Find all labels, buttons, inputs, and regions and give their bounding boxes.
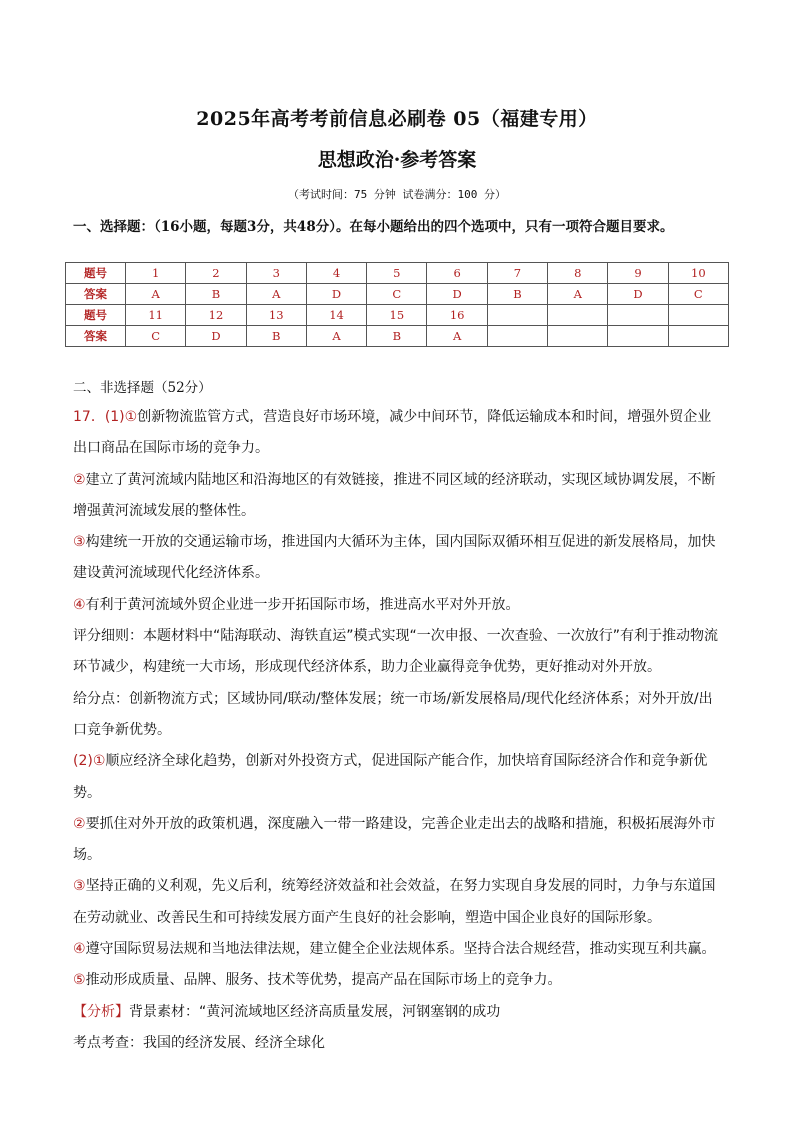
q17-part1 — [73, 402, 725, 621]
table-cell: D — [608, 284, 668, 305]
scoring-detail: 评分细则：本题材料中“陆海联动、海铁直运”模式实现“一次申报、一次查验、一次放行”有利于推动物流环节减少，构建统一大市场，形成现代经济体系，助力企业赢得竞争优势，更好推动对外开放。 — [73, 628, 719, 676]
answer-point — [73, 465, 725, 528]
table-cell: D — [306, 284, 366, 305]
table-cell: B — [487, 284, 547, 305]
table-cell: 5 — [367, 263, 427, 284]
answer-point — [73, 934, 725, 965]
table-cell: 6 — [427, 263, 487, 284]
answer-point — [73, 871, 725, 934]
point-text: 顺应经济全球化趋势，创新对外投资方式，促进国际产能合作，加快培育国际经济合作和竞争新优势。 — [73, 753, 708, 801]
table-cell — [668, 326, 728, 347]
answer-point — [73, 809, 725, 872]
answer-point — [73, 965, 725, 996]
answer-body — [73, 402, 725, 1059]
table-cell: 4 — [306, 263, 366, 284]
table-cell: B — [246, 326, 306, 347]
table-cell: 13 — [246, 305, 306, 326]
table-cell: D — [427, 284, 487, 305]
section2-heading: 二、非选择题（52分） — [73, 380, 212, 396]
point-text: 建立了黄河流域内陆地区和沿海地区的有效链接，推进不同区域的经济联动，实现区域协调发展，不断增强黄河流域发展的整体性。 — [73, 471, 716, 519]
table-cell: A — [246, 284, 306, 305]
table-cell: 1 — [126, 263, 186, 284]
table-cell — [608, 305, 668, 326]
table-cell: 12 — [186, 305, 246, 326]
row-label: 题号 — [66, 305, 126, 326]
table-cell — [548, 326, 608, 347]
analysis-text: 背景素材：“黄河流域地区经济高质量发展，河钢塞钢的成功 — [129, 1003, 501, 1020]
table-cell — [548, 305, 608, 326]
analysis — [73, 997, 725, 1028]
table-cell: A — [306, 326, 366, 347]
answer-point — [73, 746, 725, 809]
table-cell — [487, 326, 547, 347]
point-marker: 17．(1)① — [73, 409, 138, 425]
table-cell: 2 — [186, 263, 246, 284]
table-cell — [608, 326, 668, 347]
table-cell: C — [668, 284, 728, 305]
table-cell: 9 — [608, 263, 668, 284]
scoring-points: 给分点：创新物流方式；区域协同/联动/整体发展；统一市场/新发展格局/现代化经济体系；对外开放/出口竞争新优势。 — [73, 690, 713, 738]
table-cell: 15 — [367, 305, 427, 326]
point-text: 构建统一开放的交通运输市场，推进国内大循环为主体，国内国际双循环相互促进的新发展格局，加快建设黄河流域现代化经济体系。 — [73, 534, 716, 582]
answer-table — [65, 262, 729, 347]
point-text: 坚持正确的义利观，先义后利，统筹经济效益和社会效益，在努力实现自身发展的同时，力争与东道国在劳动就业、改善民生和可持续发展方面产生良好的社会影响，塑造中国企业良好的国际形象。 — [73, 878, 716, 926]
table-row — [66, 305, 729, 326]
point-marker: ④ — [73, 596, 86, 613]
table-cell: A — [126, 284, 186, 305]
table-cell: C — [126, 326, 186, 347]
table-cell — [487, 305, 547, 326]
exam-points: 考点考查：我国的经济发展、经济全球化 — [73, 1034, 325, 1051]
table-cell: 10 — [668, 263, 728, 284]
table-cell: A — [427, 326, 487, 347]
table-cell — [668, 305, 728, 326]
point-marker: ④ — [73, 941, 86, 958]
answer-point — [73, 527, 725, 590]
table-cell: B — [186, 284, 246, 305]
row-label: 题号 — [66, 263, 126, 284]
table-cell: 8 — [548, 263, 608, 284]
table-cell: A — [548, 284, 608, 305]
page-title: 2025年高考考前信息必刷卷 05（福建专用） — [196, 108, 598, 130]
table-row — [66, 263, 729, 284]
table-cell: 16 — [427, 305, 487, 326]
page-subtitle: 思想政治·参考答案 — [317, 149, 477, 171]
answer-point — [73, 590, 725, 621]
table-row — [66, 284, 729, 305]
point-marker: ⑤ — [73, 972, 86, 989]
table-cell: 7 — [487, 263, 547, 284]
point-text: 遵守国际贸易法规和当地法律法规，建立健全企业法规体系。坚持合法合规经营，推动实现互利共赢。 — [85, 941, 716, 958]
point-marker: ② — [73, 815, 86, 832]
table-cell: 3 — [246, 263, 306, 284]
point-text: 创新物流监管方式，营造良好市场环境，减少中间环节，降低运输成本和时间，增强外贸企业出口商品在国际市场的竞争力。 — [73, 409, 712, 457]
exam-info: （考试时间：75 分钟 试卷满分：100 分） — [288, 188, 506, 201]
table-cell: D — [186, 326, 246, 347]
table-cell: B — [367, 326, 427, 347]
point-text: 要抓住对外开放的政策机遇，深度融入一带一路建设，完善企业走出去的战略和措施，积极拓展海外市场。 — [73, 815, 716, 864]
row-label: 答案 — [66, 284, 126, 305]
table-cell: 14 — [306, 305, 366, 326]
table-row — [66, 326, 729, 347]
row-label: 答案 — [66, 326, 126, 347]
section1-heading: 一、选择题：（16小题，每题3分，共48分）。在每小题给出的四个选项中，只有一项符合题目要求。 — [73, 219, 674, 235]
point-marker: (2)① — [73, 753, 106, 770]
analysis-label: 【分析】 — [73, 1003, 129, 1020]
point-text: 有利于黄河流域外贸企业进一步开拓国际市场，推进高水平对外开放。 — [85, 596, 520, 613]
table-cell: C — [367, 284, 427, 305]
table-cell: 11 — [126, 305, 186, 326]
point-marker: ③ — [73, 534, 86, 551]
point-text: 推动形成质量、品牌、服务、技术等优势，提高产品在国际市场上的竞争力。 — [85, 972, 562, 989]
answer-point — [73, 402, 725, 465]
point-marker: ③ — [73, 878, 86, 895]
q17-part2 — [73, 746, 725, 996]
point-marker: ② — [73, 471, 86, 488]
